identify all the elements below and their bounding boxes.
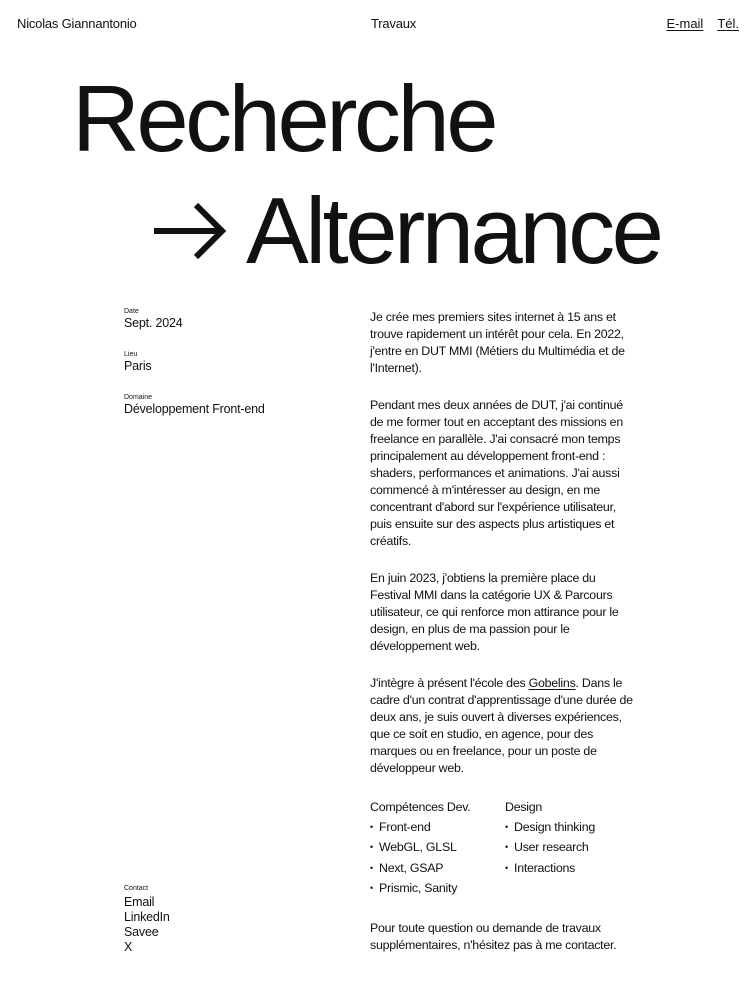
bio-paragraph-3: En juin 2023, j'obtiens la première place du Festival MMI dans la catégorie UX & Parcours utilisateur, ce qui renforce mon attirance pour le design, en plus de ma passion pour le développement web. [370,571,619,653]
skills-design-title: Design [505,800,543,814]
bio-paragraph-4 [370,675,638,777]
meta-location-value: Paris [124,359,152,373]
header-contact-nav [666,16,739,31]
contact-x-link[interactable]: X [124,940,133,954]
meta-date [124,307,344,331]
nav-email-link[interactable]: E-mail [666,16,704,31]
bio-paragraph-4-start: J'intègre à présent l'école des [370,676,529,690]
contact-savee-link[interactable]: Savee [124,925,159,939]
skills-dev-title: Compétences Dev. [370,800,471,814]
meta-location-label: Lieu [124,351,138,358]
skills-section [370,799,595,900]
list-item: • User research [505,839,595,856]
gobelins-link[interactable]: Gobelins [528,676,576,690]
contact-invitation: Pour toute question ou demande de travaux supplémentaires, n'hésitez pas à me contacter. [370,921,617,952]
skills-design-list [505,819,595,877]
contact-linkedin-link[interactable]: LinkedIn [124,910,170,924]
meta-domain [124,393,344,417]
contact-label: Contact [124,885,149,892]
bio-paragraph-2: Pendant mes deux années de DUT, j'ai continué de me former tout en acceptant des missions en freelance en parallèle. J'ai consacré mon temps principalement au développement front-end : shaders, performances et animations. J'ai aussi commencé à m'intéresser au design, en me concentrant d'abord sur l'expérience utilisateur, puis ensuite sur des aspects plus artistiques et créatifs. [370,398,623,548]
bio-content [370,309,638,797]
list-item: • Front-end [370,819,505,836]
site-name[interactable]: Nicolas Giannantonio [17,16,137,31]
contact-block [124,884,170,955]
skills-dev-list [370,819,505,897]
skills-design-column [505,799,595,900]
hero-alternance-text: Alternance [246,178,661,283]
list-item: • Prismic, Sanity [370,880,505,897]
meta-location [124,350,344,374]
meta-date-label: Date [124,308,139,315]
meta-domain-label: Domaine [124,394,153,401]
arrow-right-icon [152,201,228,261]
bio-paragraph-4-end: . Dans le cadre d'un contrat d'apprentissage d'une durée de deux ans, je suis ouvert à diverses expériences, que ce soit en studio, en agence, pour des marques ou en freelance, pour un poste de développeur web. [370,676,633,775]
list-item: • WebGL, GLSL [370,839,505,856]
hero-line-alternance [152,178,661,283]
nav-travaux-link[interactable]: Travaux [371,16,417,31]
list-item: • Next, GSAP [370,860,505,877]
list-item: • Design thinking [505,819,595,836]
meta-domain-value: Développement Front-end [124,402,265,416]
list-item: • Interactions [505,860,595,877]
hero-line-recherche: Recherche [72,66,496,171]
contact-email-link[interactable]: Email [124,895,155,909]
skills-dev-column [370,799,505,900]
nav-phone-link[interactable]: Tél. [717,16,739,31]
bio-paragraph-1: Je crée mes premiers sites internet à 15 ans et trouve rapidement un intérêt pour cela. En 2022, j'entre en DUT MMI (Métiers du Multimédia et de l'Internet). [370,310,625,375]
meta-date-value: Sept. 2024 [124,316,183,330]
